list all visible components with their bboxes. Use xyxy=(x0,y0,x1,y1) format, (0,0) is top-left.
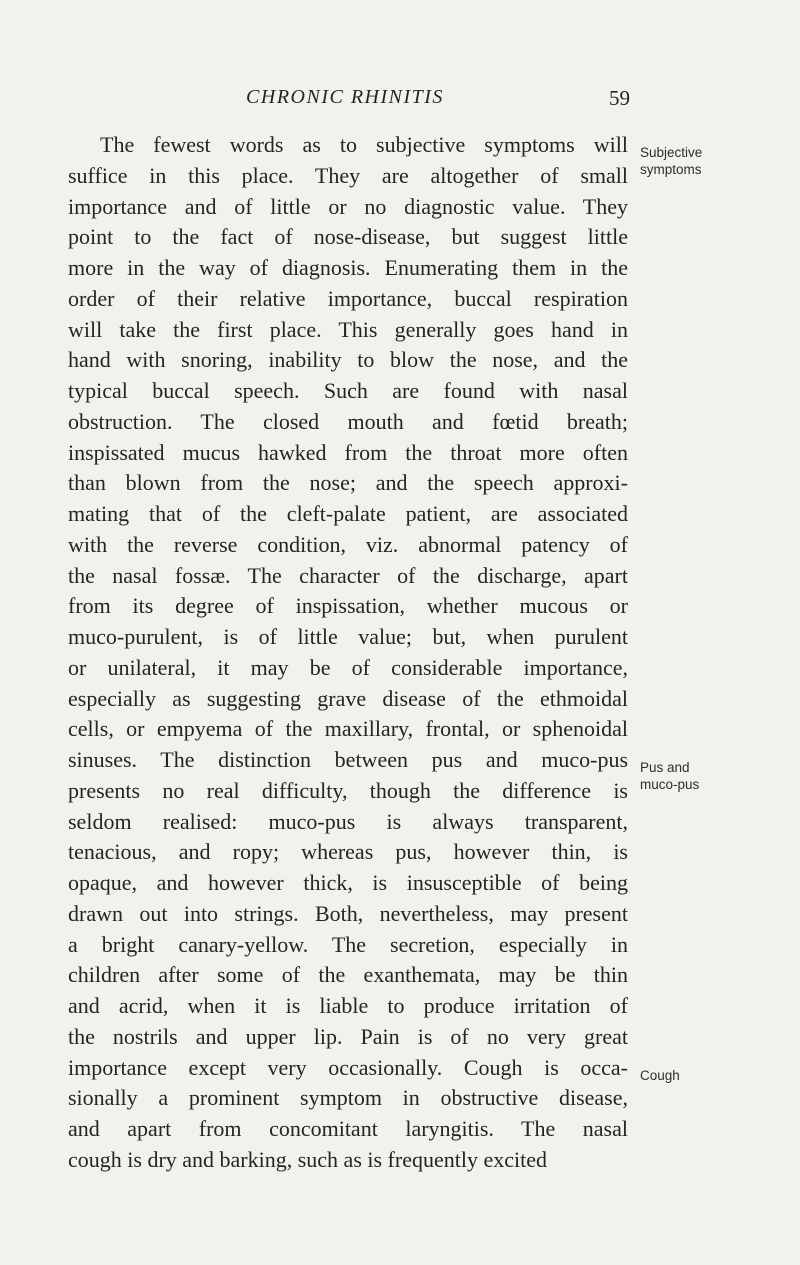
sidenote-subjective-symptoms xyxy=(640,144,790,178)
text-line: sionally a prominent symptom in obstructive disease, xyxy=(68,1085,628,1111)
text-line: cells, or empyema of the maxillary, frontal, or sphenoidal xyxy=(68,716,628,742)
text-line: obstruction. The closed mouth and fœtid breath; xyxy=(68,408,628,434)
text-line: importance except very occasionally. Cough is occa- xyxy=(68,1054,628,1080)
text-line: cough is dry and barking, such as is frequently excited xyxy=(68,1146,547,1172)
body-text xyxy=(68,130,628,1176)
text-line: with the reverse condition, viz. abnormal patency of xyxy=(68,531,628,557)
text-line: especially as suggesting grave disease of the ethmoidal xyxy=(68,685,628,711)
text-line: children after some of the exanthemata, may be thin xyxy=(68,962,628,988)
text-line: seldom realised: muco-pus is always transparent, xyxy=(68,808,628,834)
running-title: CHRONIC RHINITIS xyxy=(246,86,444,108)
text-line: more in the way of diagnosis. Enumerating them in the xyxy=(68,255,628,280)
text-line: The fewest words as to subjective symptoms will xyxy=(100,132,628,157)
text-line: tenacious, and ropy; whereas pus, however thin, is xyxy=(68,839,628,865)
text-line: muco-purulent, is of little value; but, when purulent xyxy=(68,624,628,649)
page-number: 59 xyxy=(609,86,630,110)
sidenote-line: symptoms xyxy=(640,162,702,177)
sidenote-cough xyxy=(640,1067,790,1084)
text-line: typical buccal speech. Such are found with nasal xyxy=(68,378,628,403)
text-line: order of their relative importance, buccal respiration xyxy=(68,285,628,311)
running-head xyxy=(60,86,630,116)
text-line: will take the first place. This generally goes hand in xyxy=(68,316,628,342)
text-line: mating that of the cleft-palate patient, are associated xyxy=(68,501,628,526)
text-line: opaque, and however thick, is insusceptible of being xyxy=(68,870,628,895)
text-line: presents no real difficulty, though the difference is xyxy=(68,777,628,803)
text-line: and acrid, when it is liable to produce irritation of xyxy=(68,993,628,1018)
text-line: suffice in this place. They are altogether of small xyxy=(68,162,628,188)
text-line: sinuses. The distinction between pus and muco-pus xyxy=(68,747,628,772)
sidenote-line: muco-pus xyxy=(640,777,700,792)
text-line: point to the fact of nose-disease, but suggest little xyxy=(68,224,628,250)
text-line: from its degree of inspissation, whether mucous or xyxy=(68,593,628,619)
sidenote-pus-and-muco-pus xyxy=(640,759,790,793)
text-line: the nasal fossæ. The character of the discharge, apart xyxy=(68,562,628,588)
text-line: importance and of little or no diagnostic value. They xyxy=(68,193,628,219)
sidenote-line: Cough xyxy=(640,1068,680,1083)
text-line: the nostrils and upper lip. Pain is of no very great xyxy=(68,1023,628,1049)
sidenote-line: Pus and xyxy=(640,760,690,775)
text-line: than blown from the nose; and the speech approxi- xyxy=(68,470,628,496)
text-line: and apart from concomitant laryngitis. The nasal xyxy=(68,1116,628,1141)
text-line: hand with snoring, inability to blow the nose, and the xyxy=(68,347,628,373)
text-line: or unilateral, it may be of considerable importance, xyxy=(68,654,628,680)
text-line: a bright canary-yellow. The secretion, especially in xyxy=(68,931,628,957)
sidenote-line: Subjective xyxy=(640,145,703,160)
text-line: inspissated mucus hawked from the throat more often xyxy=(68,439,628,465)
text-line: drawn out into strings. Both, nevertheless, may present xyxy=(68,900,628,926)
